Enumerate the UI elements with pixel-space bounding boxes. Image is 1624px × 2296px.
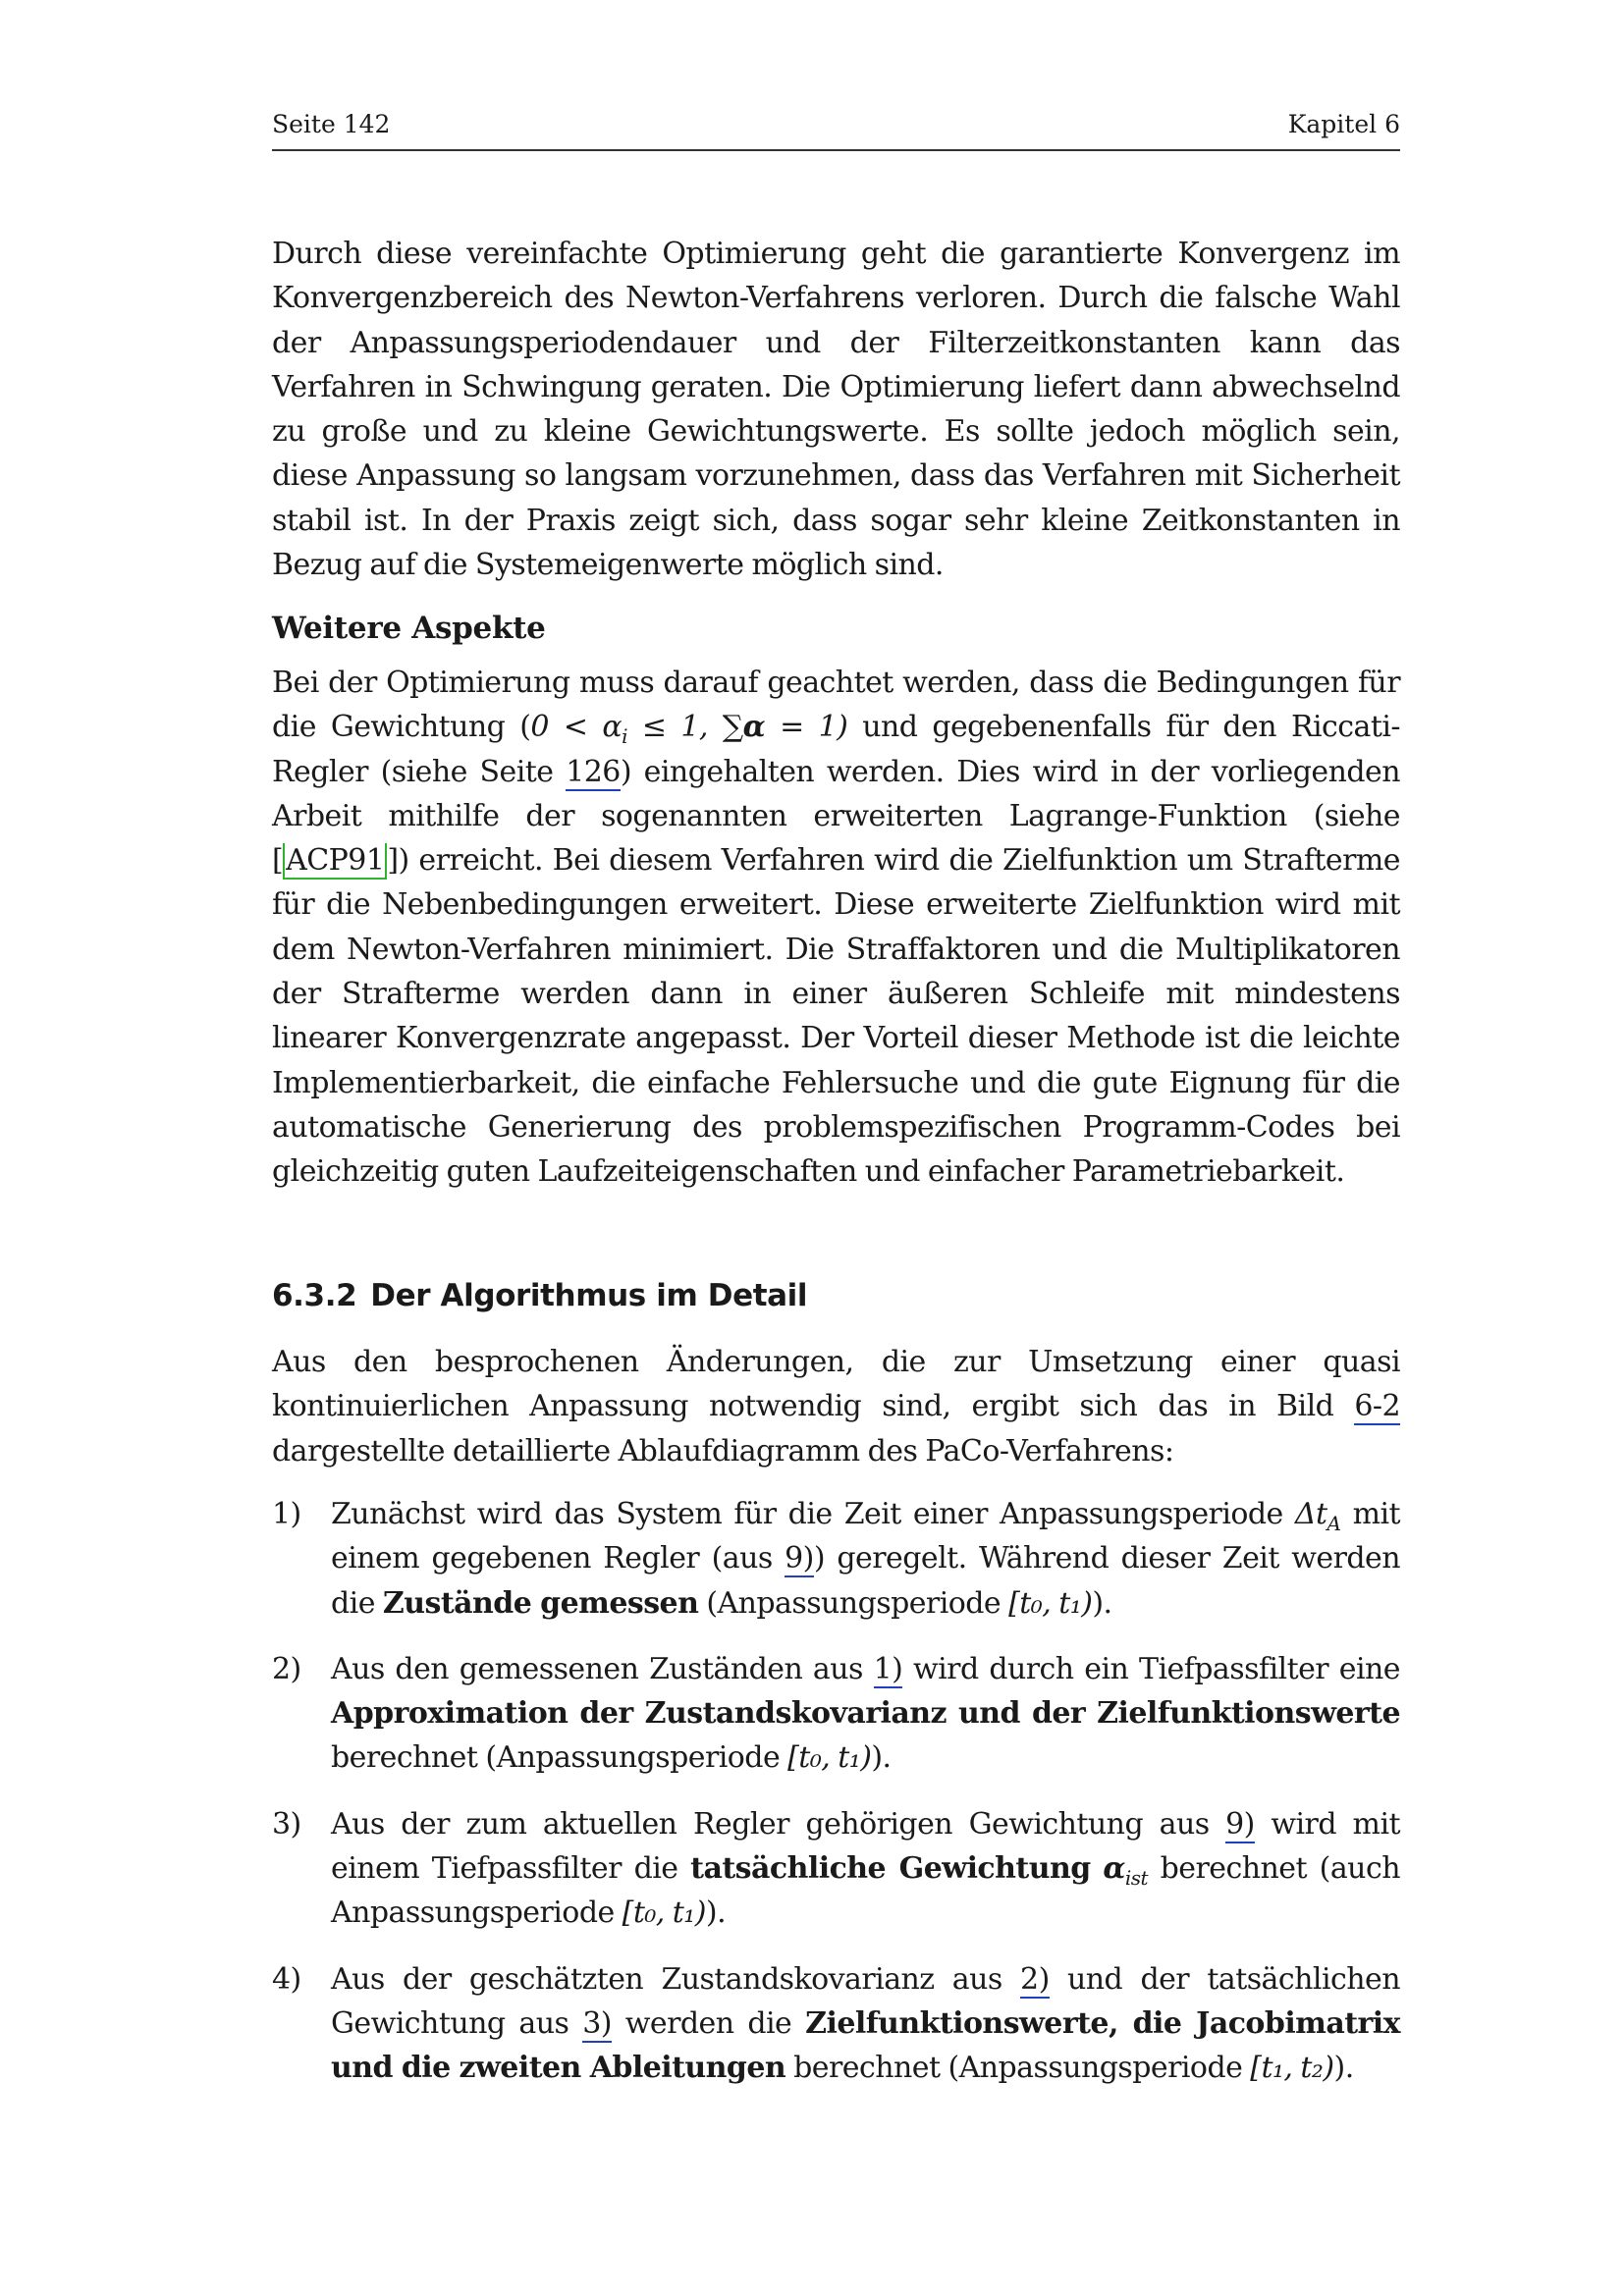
list-item: 3) Aus der zum aktuellen Regler gehörigen Gewichtung aus 9) wird mit einem Tiefpassfilter die tatsächliche Gewichtung $\alpha_{ist}$ berechnet (auch Anpassungsperiode [t₀, t₁)). <box>272 1802 1400 1936</box>
item-number: 2) <box>272 1651 301 1686</box>
step-reference-link[interactable]: 3) <box>582 2005 612 2041</box>
paragraph-algorithm-intro: Aus den besprochenen Änderungen, die zur Umsetzung einer quasi kontinuierlichen Anpassung notwendig sind, ergibt sich das in Bild 6-2 dargestellte detaillierte Ablaufdiagramm des PaCo-Verfahrens: <box>272 1345 1400 1468</box>
paragraph-convergence: Durch diese vereinfachte Optimierung geht die garantierte Konvergenz im Konvergenzbereich des Newton-Verfahrens verloren. Durch die falsche Wahl der Anpassungsperiodendauer und der Filterzeitkonstanten kann das Verfahren in Schwingung geraten. Die Optimierung liefert dann abwechselnd zu große und zu kleine Gewichtungswerte. Es sollte jedoch möglich sein, diese Anpassung so langsam vorzunehmen, dass das Verfahren mit Sicherheit stabil ist. In der Praxis zeigt sich, dass sogar sehr kleine Zeitkonstanten in Bezug auf die Systemeigenwerte möglich sind. <box>272 237 1400 583</box>
list-item: 4) Aus der geschätzten Zustandskovarianz aus 2) und der tatsächlichen Gewichtung aus 3) werden die Zielfunktionswerte, die Jacobimatrix und die zweiten Ableitungen berechnet (Anpassungsperiode [t₁, t₂)). <box>272 1957 1400 2091</box>
step-reference-link[interactable]: 9) <box>1225 1806 1255 1842</box>
math-adaptation-period: $\Delta t_A$ <box>1294 1497 1341 1535</box>
running-header <box>272 110 1400 151</box>
citation-link[interactable]: ACP91 <box>283 843 387 880</box>
subheading-further-aspects: Weitere Aspekte <box>272 611 546 646</box>
list-item: 1) Zunächst wird das System für die Zeit einer Anpassungsperiode $\Delta t_A$ mit einem gegebenen Regler (aus 9)) geregelt. Während dieser Zeit werden die Zustände gemessen (Anpassungsperiode [t₀, t₁)). <box>272 1492 1400 1626</box>
list-item: 2) Aus den gemessenen Zuständen aus 1) wird durch ein Tiefpassfilter eine Approximation der Zustandskovarianz und der Zielfunktionswerte berechnet (Anpassungsperiode [t₀, t₁)). <box>272 1647 1400 1781</box>
section-heading <box>272 1278 807 1313</box>
item-number: 3) <box>272 1806 301 1842</box>
paragraph-further-aspects: Bei der Optimierung muss darauf geachtet werden, dass die Bedingungen für die Gewichtung ($0 < \alpha_i \le 1$, ∑α = 1) und gegebenenfalls für den Riccati-Regler (siehe Seite 126) eingehalten werden. Dies wird in der vorliegenden Arbeit mithilfe der sogenannten erweiterten Lagrange-Funktion (siehe [ ACP91 ]) erreicht. Bei diesem Verfahren wird die Zielfunktion um Strafterme für die Nebenbedingungen erweitert. Diese erweiterte Zielfunktion wird mit dem Newton-Verfahren minimiert. Die Straffaktoren und die Multiplikatoren der Strafterme werden dann in einer äußeren Schleife mit mindestens linearer Konvergenzrate angepasst. Der Vorteil dieser Methode ist die leichte Implementierbarkeit, die einfache Fehlersuche und die gute Eignung für die automatische Generierung des problemspezifischen Programm-Codes bei gleichzeitig guten Laufzeiteigenschaften und einfacher Parametriebarkeit. <box>272 666 1401 1190</box>
item-number: 4) <box>272 1961 301 1997</box>
algorithm-step-list <box>272 1492 1400 2112</box>
figure-reference-link[interactable]: 6-2 <box>1354 1389 1400 1424</box>
section-title: Der Algorithmus im Detail <box>370 1278 808 1313</box>
page-number: Seite 142 <box>272 110 391 138</box>
item-number: 1) <box>272 1497 301 1531</box>
step-reference-link[interactable]: 2) <box>1020 1961 1050 1997</box>
step-reference-link[interactable]: 1) <box>873 1651 903 1686</box>
math-weight-constraint: $0 < \alpha_i \le 1$, ∑α = 1) <box>530 710 848 749</box>
section-number: 6.3.2 <box>272 1278 357 1313</box>
step-reference-link[interactable]: 9) <box>785 1541 814 1576</box>
chapter-label: Kapitel 6 <box>1287 110 1400 138</box>
page-reference-link[interactable]: 126 <box>566 754 621 789</box>
